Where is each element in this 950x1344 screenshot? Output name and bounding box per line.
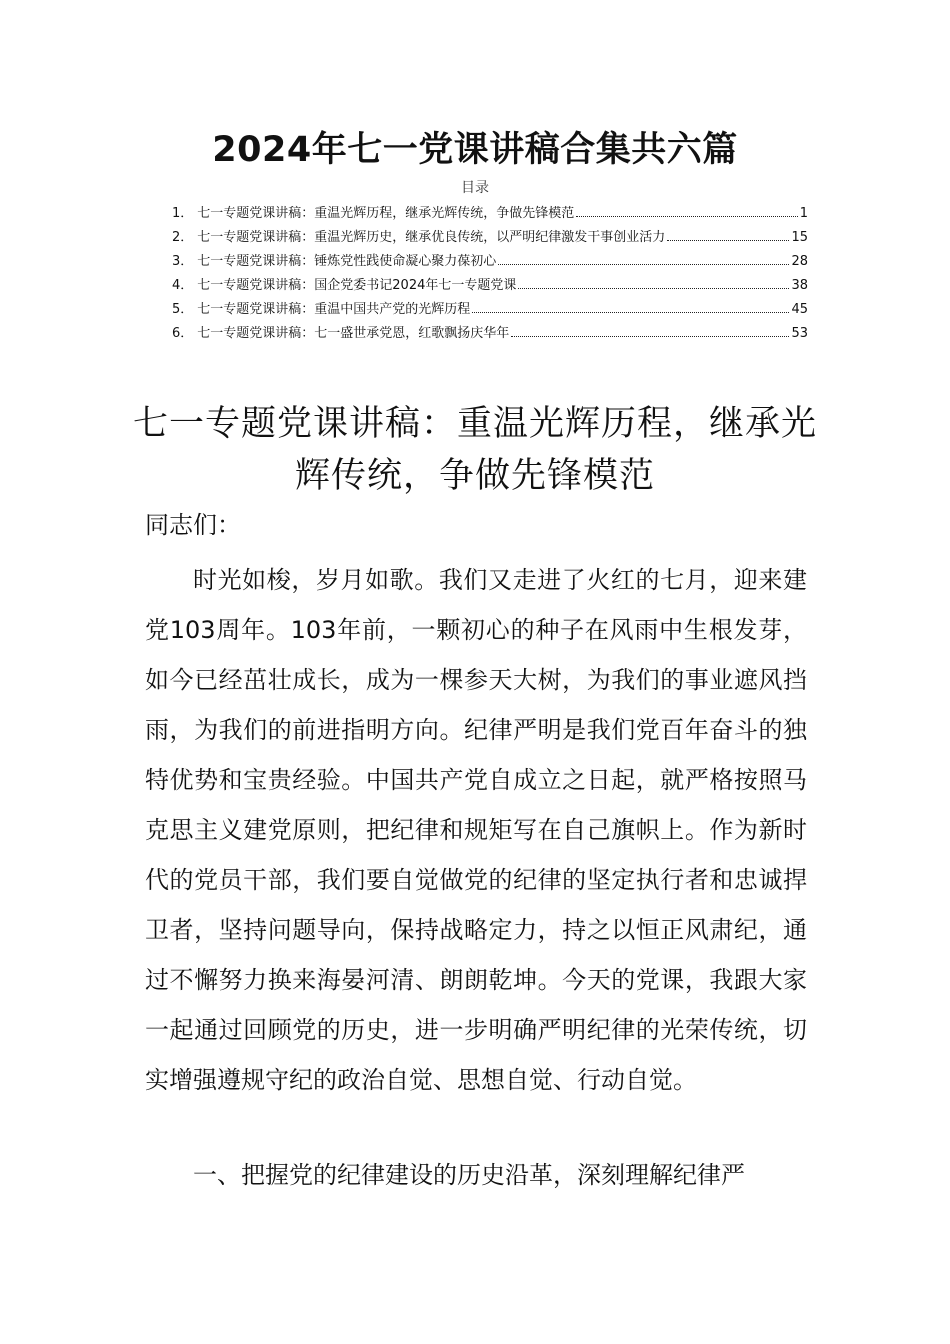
- toc-entry-text: 七一专题党课讲稿：国企党委书记2024年七一专题党课: [197, 278, 517, 293]
- toc-entry-text: 七一专题党课讲稿：重温光辉历程，继承光辉传统，争做先锋模范: [197, 206, 575, 221]
- section-title: 七一专题党课讲稿：重温光辉历程，继承光辉传统，争做先锋模范: [132, 404, 817, 496]
- toc-entry-page: 53: [791, 326, 808, 341]
- toc-entry-text: 七一专题党课讲稿：锤炼党性践使命凝心聚力葆初心: [197, 254, 497, 269]
- toc-entry-number: 6．: [172, 326, 194, 341]
- body-paragraph: 时光如梭，岁月如歌。我们又走进了火红的七月，迎来建党103周年。103年前，一颗初心的种子在风雨中生根发芽，如今已经茁壮成长，成为一棵参天大树，为我们的事业遮风挡雨，为我们的前进指明方向。纪律严明是我们党百年奋斗的独特优势和宝贵经验。中国共产党自成立之日起，就严格按照马克思主义建党原则，把纪律和规矩写在自己旗帜上。作为新时代的党员干部，我们要自觉做党的纪律的坚定执行者和忠诚捍卫者，坚持问题导向，保持战略定力，持之以恒正风肃纪，通过不懈努力换来海晏河清、朗朗乾坤。今天的党课，我跟大家一起通过回顾党的历史，进一步明确严明纪律的光荣传统，切实增强遵规守纪的政治自觉、思想自觉、行动自觉。: [145, 566, 807, 1094]
- toc-entry-number: 1．: [172, 206, 194, 221]
- toc-dot-leader: [576, 216, 797, 217]
- toc-heading: 目录: [461, 180, 489, 196]
- toc-entry[interactable]: [172, 322, 808, 346]
- toc-dot-leader: [667, 240, 789, 241]
- toc-entry-page: 45: [791, 302, 808, 317]
- toc-entry-number: 5．: [172, 302, 194, 317]
- toc-entry-text: 七一专题党课讲稿：重温光辉历史，继承优良传统，以严明纪律激发干事创业活力: [197, 230, 666, 245]
- toc-entry-page: 1: [799, 206, 808, 221]
- toc-entry[interactable]: [172, 202, 808, 226]
- toc-entry-page: 15: [791, 230, 808, 245]
- toc-entry[interactable]: [172, 250, 808, 274]
- toc-entry[interactable]: [172, 226, 808, 250]
- toc-dot-leader: [511, 336, 789, 337]
- toc-dot-leader: [518, 288, 789, 289]
- toc-entry-text: 七一专题党课讲稿：七一盛世承党恩，红歌飘扬庆华年: [197, 326, 510, 341]
- toc-entry[interactable]: [172, 274, 808, 298]
- toc-entry-number: 3．: [172, 254, 194, 269]
- document-title: 2024年七一党课讲稿合集共六篇: [212, 130, 738, 170]
- toc-entry-page: 38: [791, 278, 808, 293]
- toc-entry-text: 七一专题党课讲稿：重温中国共产党的光辉历程: [197, 302, 471, 317]
- greeting: 同志们：: [145, 511, 241, 539]
- toc-dot-leader: [498, 264, 789, 265]
- toc-entry-number: 2．: [172, 230, 194, 245]
- toc-entry-number: 4．: [172, 278, 194, 293]
- toc-dot-leader: [472, 312, 789, 313]
- toc-entry[interactable]: [172, 298, 808, 322]
- table-of-contents: [172, 202, 808, 346]
- toc-entry-page: 28: [791, 254, 808, 269]
- section-heading-one: 一、把握党的纪律建设的历史沿革，深刻理解纪律严: [193, 1161, 745, 1189]
